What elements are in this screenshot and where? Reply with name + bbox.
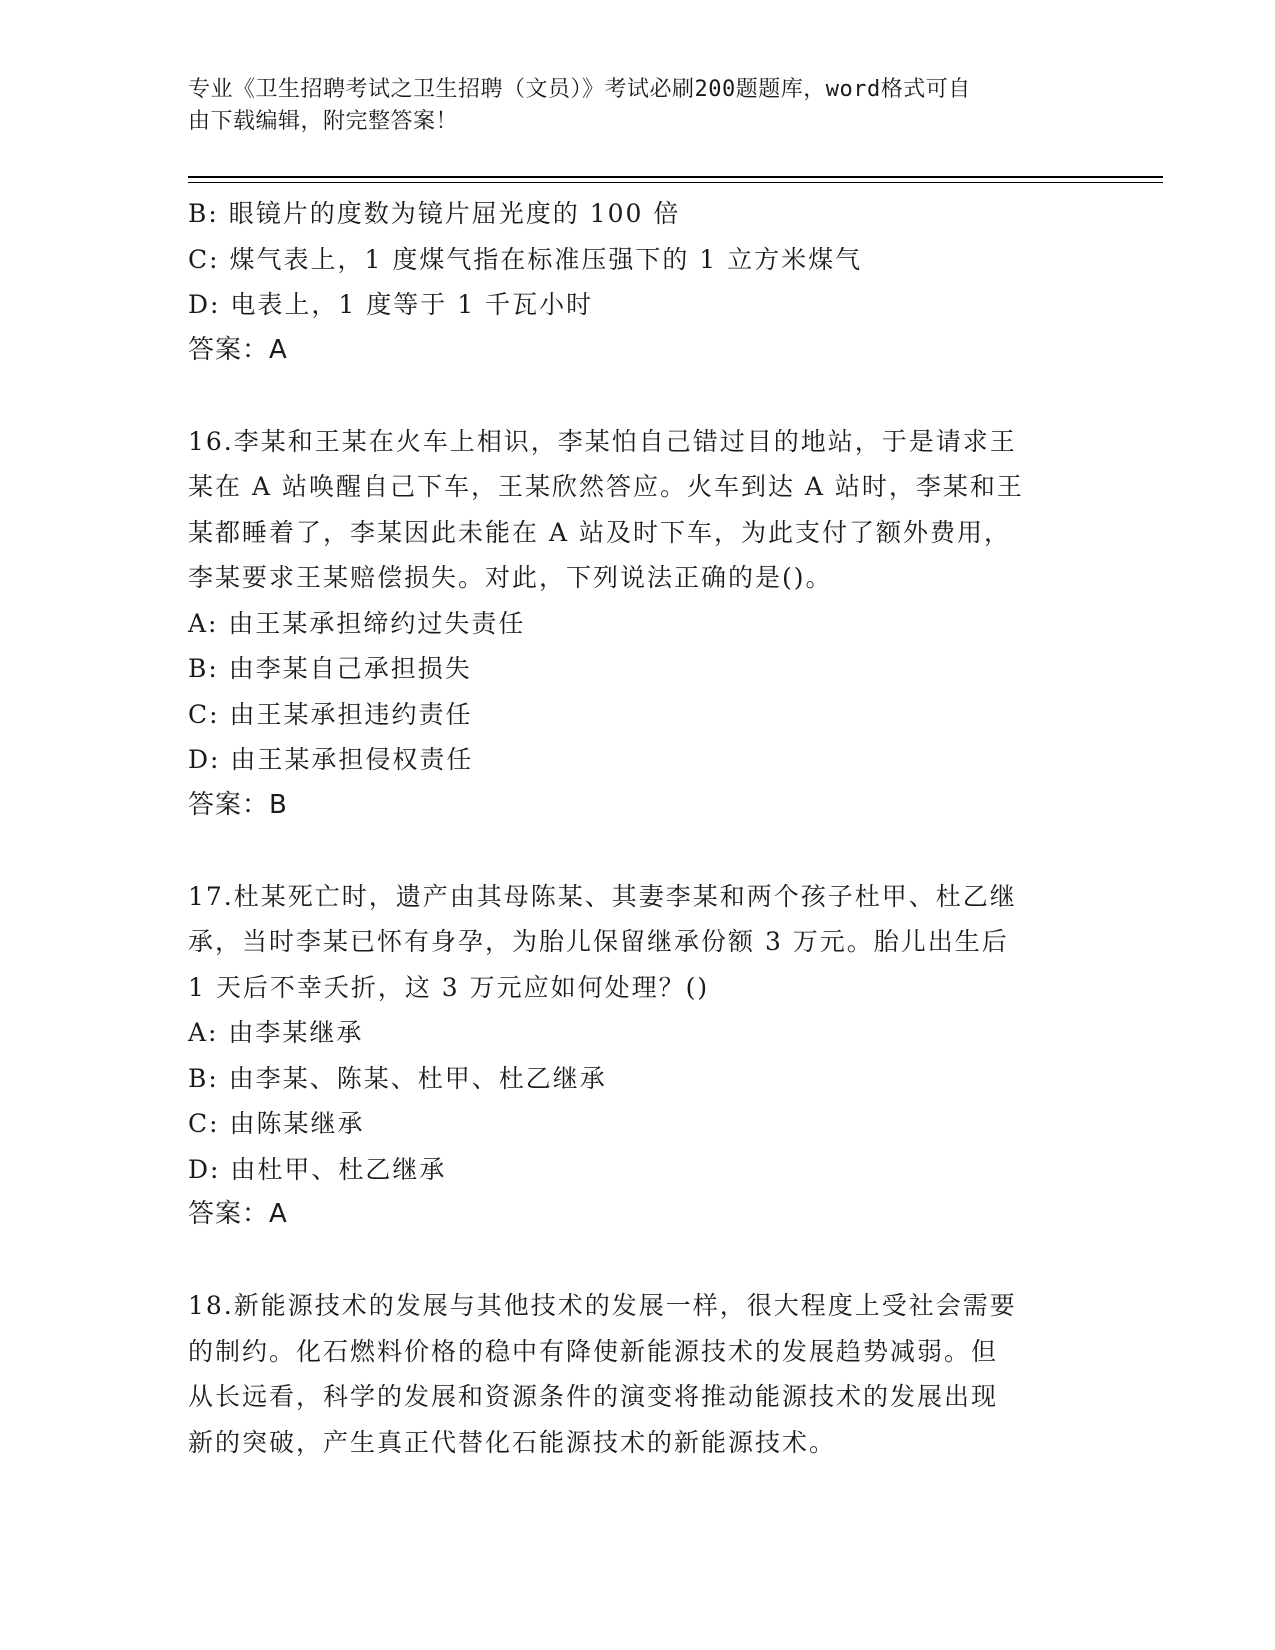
prev-question <box>188 191 1088 373</box>
question-text-line: 17.杜某死亡时，遗产由其母陈某、其妻李某和两个孩子杜甲、杜乙继 <box>188 881 1017 911</box>
spacer <box>188 828 1088 874</box>
header-rule-thick <box>188 176 1163 178</box>
question-text-line: 李某要求王某赔偿损失。对此，下列说法正确的是()。 <box>188 563 833 592</box>
option-b: B: 眼镜片的度数为镜片屈光度的 100 倍 <box>188 199 681 228</box>
document-body <box>188 191 1088 1465</box>
document-header <box>188 74 1088 138</box>
question-text-line: 承，当时李某已怀有身孕，为胎儿保留继承份额 3 万元。胎儿出生后 <box>188 927 1009 956</box>
header-line-2: 由下载编辑，附完整答案！ <box>188 109 459 134</box>
option-a: A: 由李某继承 <box>188 1018 364 1047</box>
question-text-line: 某在 A 站唤醒自己下车，王某欣然答应。火车到达 A 站时，李某和王 <box>188 472 1024 501</box>
option-c: C: 由陈某继承 <box>188 1109 365 1138</box>
header-rule-thin <box>188 182 1163 183</box>
question-text-line: 新的突破，产生真正代替化石能源技术的新能源技术。 <box>188 1427 837 1457</box>
question-text-line: 的制约。化石燃料价格的稳中有降使新能源技术的发展趋势减弱。但 <box>188 1336 999 1366</box>
answer-line: 答案：B <box>188 789 288 820</box>
answer-line: 答案：A <box>188 1199 288 1229</box>
option-b: B: 由李某自己承担损失 <box>188 654 472 683</box>
question-text-line: 某都睡着了，李某因此未能在 A 站及时下车，为此支付了额外费用， <box>188 517 1011 547</box>
option-b: B: 由李某、陈某、杜甲、杜乙继承 <box>188 1063 607 1093</box>
option-d: D: 由杜甲、杜乙继承 <box>188 1154 447 1184</box>
question-text-line: 18.新能源技术的发展与其他技术的发展一样，很大程度上受社会需要 <box>188 1291 1017 1320</box>
header-line-1: 专业《卫生招聘考试之卫生招聘（文员）》考试必刷200题题库，word格式可自 <box>188 77 971 102</box>
question-17 <box>188 874 1088 1238</box>
option-c: C: 由王某承担违约责任 <box>188 699 473 729</box>
question-text-line: 1 天后不幸夭折，这 3 万元应如何处理？() <box>188 972 710 1002</box>
option-c: C: 煤气表上，1 度煤气指在标准压强下的 1 立方米煤气 <box>188 244 863 274</box>
question-text-line: 从长远看，科学的发展和资源条件的演变将推动能源技术的发展出现 <box>188 1382 999 1411</box>
option-d: D: 由王某承担侵权责任 <box>188 745 474 774</box>
spacer <box>188 373 1088 419</box>
question-18 <box>188 1283 1088 1465</box>
answer-line: 答案：A <box>188 334 288 365</box>
question-16 <box>188 419 1088 829</box>
option-d: D: 电表上，1 度等于 1 千瓦小时 <box>188 290 594 319</box>
option-a: A: 由王某承担缔约过失责任 <box>188 608 526 638</box>
question-text-line: 16.李某和王某在火车上相识，李某怕自己错过目的地站，于是请求王 <box>188 426 1017 456</box>
spacer <box>188 1238 1088 1284</box>
